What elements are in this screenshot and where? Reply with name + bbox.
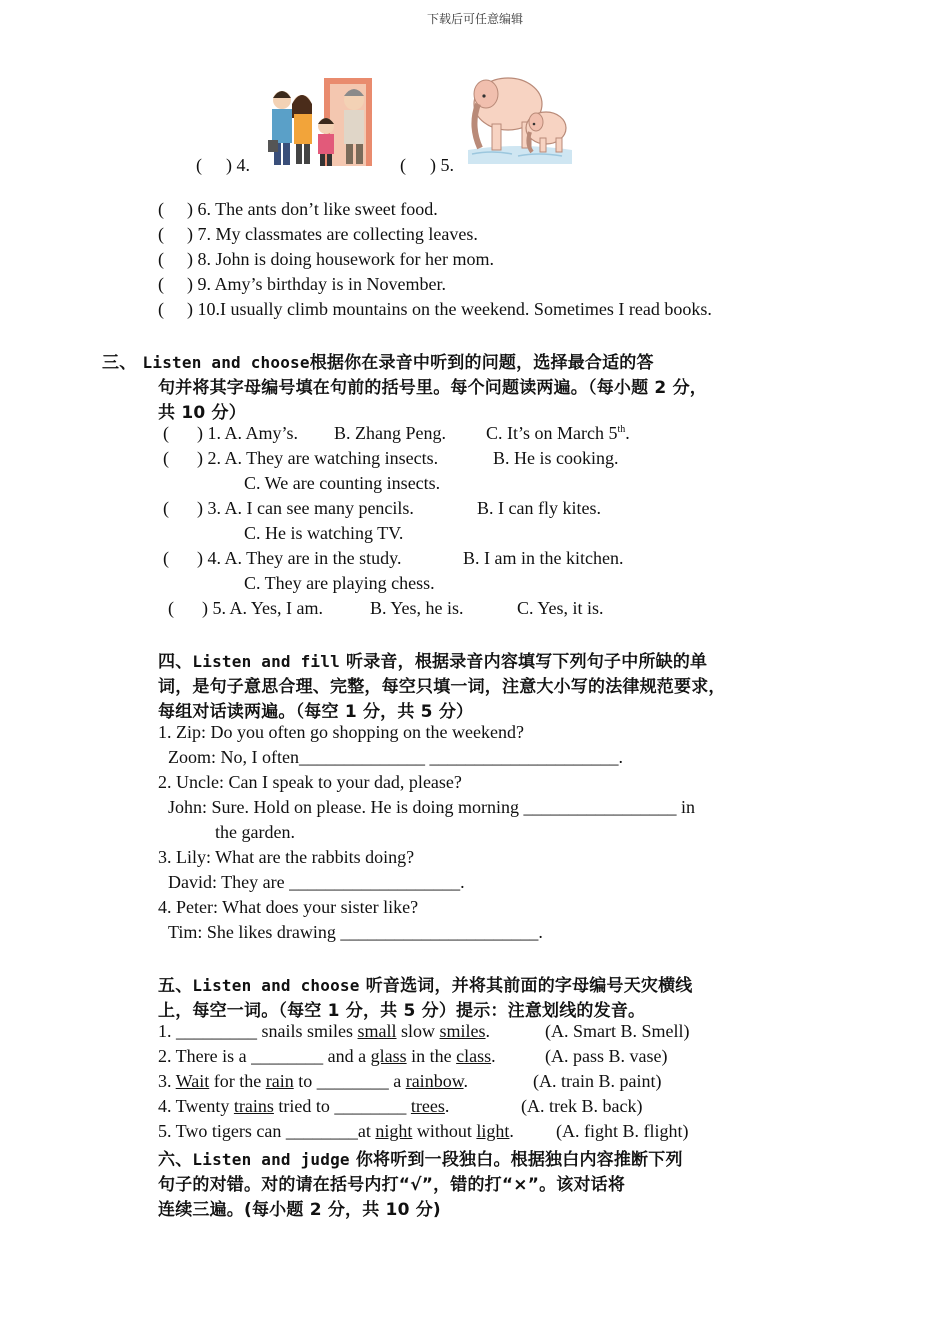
part4-line1: 听录音，根据录音内容填写下列句子中所缺的单 <box>339 652 708 672</box>
part4-dialog-line: John: Sure. Hold on please. He is doing morning _________________ in <box>168 797 695 817</box>
paren[interactable]: ( <box>158 224 164 244</box>
underlined-word: smiles <box>439 1021 486 1041</box>
part3-q1-b: B. Zhang Peng. <box>334 423 446 443</box>
part3-q3-b: B. I can fly kites. <box>477 498 601 518</box>
text: 1. _________ snails smiles <box>158 1021 358 1041</box>
text: without <box>412 1121 477 1141</box>
part5-q5 <box>158 1121 514 1142</box>
text: in the <box>406 1046 457 1066</box>
part3-q1-c-sup: th <box>617 424 626 435</box>
part3-q1-c-end: . <box>625 423 630 443</box>
list-item: ) 6. The ants don’t like sweet food. <box>187 199 438 219</box>
part6-line1: 你将听到一段独白。根据独白内容推断下列 <box>349 1150 683 1170</box>
part4-dialog-line: 2. Uncle: Can I speak to your dad, please? <box>158 772 462 792</box>
paren[interactable]: ( <box>168 598 174 618</box>
underlined-word: trains <box>233 1096 274 1116</box>
text: . <box>444 1096 450 1116</box>
part5-q3 <box>158 1071 468 1092</box>
part5-q2-options: (A. pass B. vase) <box>545 1046 668 1066</box>
part3-q1-c <box>486 423 630 444</box>
text: 4. Twenty <box>158 1096 234 1116</box>
underlined-word: small <box>357 1021 397 1041</box>
paren[interactable]: ( <box>158 249 164 269</box>
part3-q5-c: C. Yes, it is. <box>517 598 604 618</box>
part3-q3-a: ) 3. A. I can see many pencils. <box>197 498 414 518</box>
underlined-word: rainbow <box>405 1071 464 1091</box>
part5-line2: 上，每空一词。（每空 1 分，共 5 分）提示：注意划线的发音。 <box>158 1001 646 1021</box>
part3-number: 三、 <box>102 353 137 373</box>
part4-line2: 词，是句子意思合理、完整，每空只填一词，注意大小写的法律规范要求， <box>158 677 726 697</box>
text: . <box>463 1071 469 1091</box>
text: for the <box>209 1071 266 1091</box>
part3-line2: 句并将其字母编号填在句前的括号里。每个问题读两遍。（每小题 2 分， <box>158 378 707 398</box>
underlined-word: trees <box>410 1096 445 1116</box>
underlined-word: class <box>456 1046 492 1066</box>
underlined-word: rain <box>265 1071 294 1091</box>
part5-q3-options: (A. train B. paint) <box>533 1071 662 1091</box>
underlined-word: Wait <box>175 1071 210 1091</box>
underlined-word: night <box>375 1121 413 1141</box>
part3-line3: 共 10 分） <box>158 403 246 423</box>
part6-heading <box>158 1145 683 1170</box>
part4-dialog-line: 3. Lily: What are the rabbits doing? <box>158 847 415 867</box>
text: slow <box>396 1021 440 1041</box>
q4-label: ) 4. <box>226 155 250 175</box>
text: tried to ________ <box>273 1096 411 1116</box>
part5-heading <box>158 971 693 996</box>
list-item: ) 7. My classmates are collecting leaves. <box>187 224 478 244</box>
part5-q4 <box>158 1096 449 1117</box>
part5-number: 五、 <box>158 976 193 996</box>
part5-q1-options: (A. Smart B. Smell) <box>545 1021 690 1041</box>
part3-q1-a: ) 1. A. Amy’s. <box>197 423 299 443</box>
part6-line3: 连续三遍。(每小题 2 分，共 10 分) <box>158 1200 441 1220</box>
part3-en: Listen and choose <box>142 353 310 372</box>
part4-en: Listen and fill <box>192 652 340 671</box>
part4-dialog-line: the garden. <box>215 822 295 842</box>
page-header: 下载后可任意编辑 <box>426 12 523 26</box>
part4-dialog-line: 4. Peter: What does your sister like? <box>158 897 419 917</box>
part4-dialog-line: Tim: She likes drawing ______________________. <box>168 922 543 942</box>
q5-paren: ( <box>400 155 406 175</box>
part4-heading <box>158 647 707 672</box>
part4-dialog-line: 1. Zip: Do you often go shopping on the weekend? <box>158 722 524 742</box>
part4-number: 四、 <box>158 652 193 672</box>
part3-q2-c: C. We are counting insects. <box>244 473 441 493</box>
part6-number: 六、 <box>158 1150 193 1170</box>
paren[interactable]: ( <box>158 199 164 219</box>
list-item: ) 9. Amy’s birthday is in November. <box>187 274 446 294</box>
part6-line2: 句子的对错。对的请在括号内打“√”，错的打“×”。该对话将 <box>158 1175 626 1195</box>
q4-paren: ( <box>196 155 202 175</box>
part3-line1: 根据你在录音中听到的问题，选择最合适的答 <box>309 353 654 373</box>
paren[interactable]: ( <box>163 448 169 468</box>
part5-q4-options: (A. trek B. back) <box>521 1096 643 1116</box>
part3-q4-b: B. I am in the kitchen. <box>463 548 624 568</box>
part3-q5-a: ) 5. A. Yes, I am. <box>202 598 324 618</box>
part5-q2 <box>158 1046 496 1067</box>
text: . <box>491 1046 496 1066</box>
part6-en: Listen and judge <box>192 1150 350 1169</box>
part3-heading <box>102 348 654 373</box>
part4-line3: 每组对话读两遍。（每空 1 分，共 5 分） <box>158 702 474 722</box>
part4-dialog-line: David: They are ___________________. <box>168 872 465 892</box>
text: to ________ a <box>293 1071 406 1091</box>
part4-dialog-line: Zoom: No, I often______________ _____________________. <box>168 747 623 767</box>
paren[interactable]: ( <box>158 299 164 319</box>
text: 5. Two tigers can ________at <box>158 1121 376 1141</box>
part3-q3-c: C. He is watching TV. <box>244 523 404 543</box>
list-item: ) 10.I usually climb mountains on the weekend. Sometimes I read books. <box>187 299 712 319</box>
family-greeting-picture <box>266 78 376 168</box>
underlined-word: light <box>476 1121 510 1141</box>
part3-q2-b: B. He is cooking. <box>493 448 619 468</box>
paren[interactable]: ( <box>163 423 169 443</box>
part3-q4-c: C. They are playing chess. <box>244 573 435 593</box>
part5-q5-options: (A. fight B. flight) <box>556 1121 689 1141</box>
part5-en: Listen and choose <box>192 976 360 995</box>
paren[interactable]: ( <box>163 498 169 518</box>
part3-q1-c-text: C. It’s on March 5 <box>486 423 618 443</box>
paren[interactable]: ( <box>163 548 169 568</box>
text: . <box>485 1021 491 1041</box>
part5-q1 <box>158 1021 490 1042</box>
text: 2. There is a ________ and a <box>158 1046 371 1066</box>
part5-line1: 听音选词，并将其前面的字母编号天灾横线 <box>359 976 693 996</box>
paren[interactable]: ( <box>158 274 164 294</box>
text: 3. <box>158 1071 176 1091</box>
part3-q2-a: ) 2. A. They are watching insects. <box>197 448 439 468</box>
part3-q4-a: ) 4. A. They are in the study. <box>197 548 402 568</box>
part3-q5-b: B. Yes, he is. <box>370 598 464 618</box>
elephants-picture <box>464 70 576 168</box>
list-item: ) 8. John is doing housework for her mom. <box>187 249 494 269</box>
underlined-word: glass <box>370 1046 407 1066</box>
text: . <box>509 1121 514 1141</box>
q5-label: ) 5. <box>430 155 454 175</box>
